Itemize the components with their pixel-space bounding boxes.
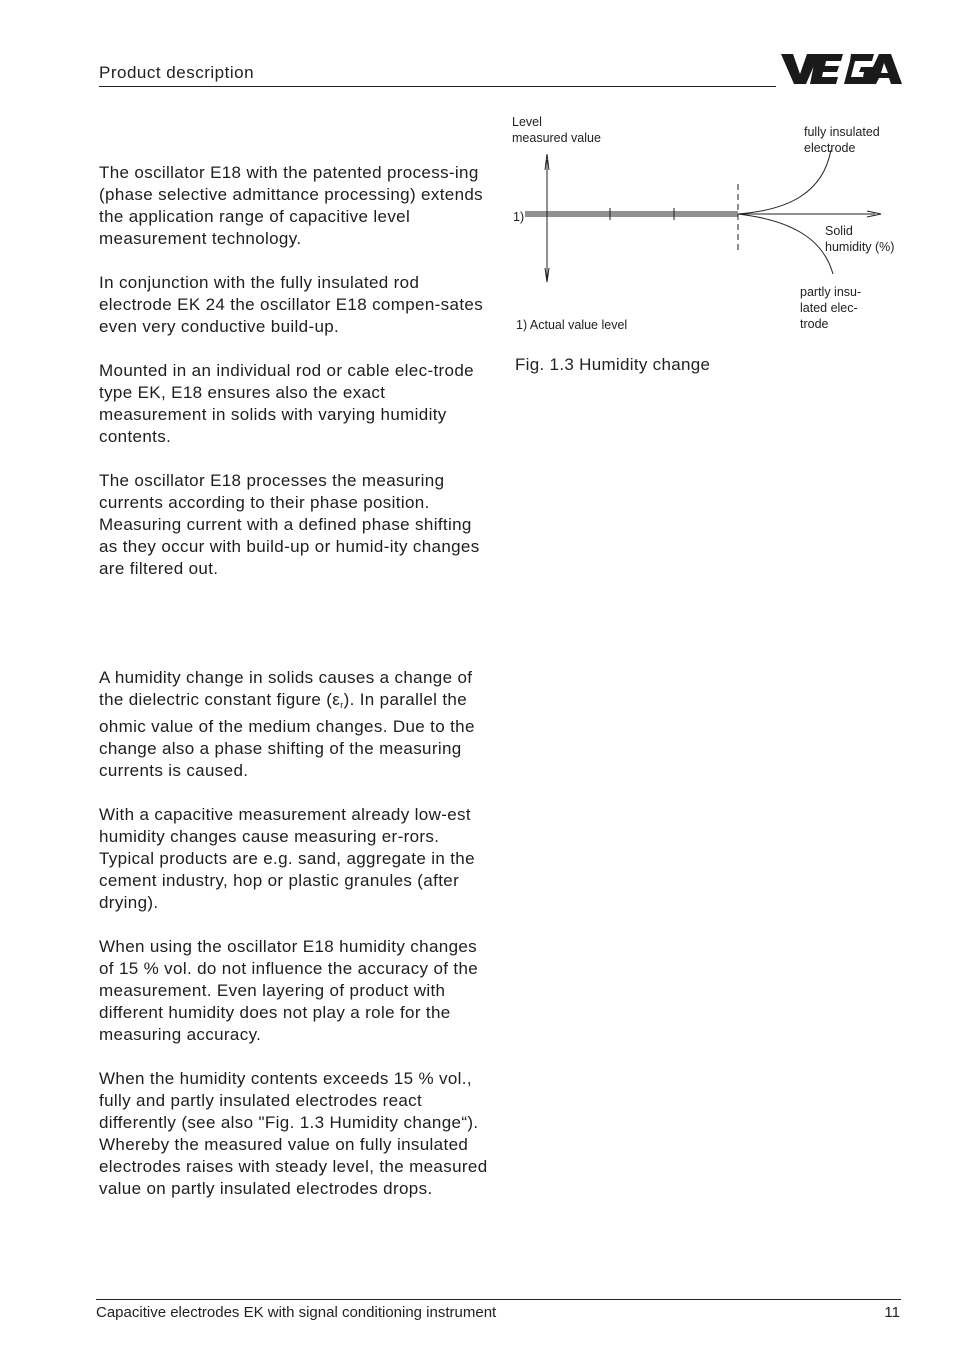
paragraph: When the humidity contents exceeds 15 % vol., fully and partly insulated electrodes react differently (see also "Fig. 1.3 Humidity change“). Whereby the measured value on fully insulated electrodes raises with steady level, the measured value on partly insulated electrodes drops. [99, 1069, 488, 1198]
x-axis-label: Solid humidity (%) [825, 224, 895, 254]
paragraph: In conjunction with the fully insulated rod electrode EK 24 the oscillator E18 compen-sates even very conductive build-up. [99, 273, 484, 336]
upper-curve-label: fully insulated electrode [804, 125, 880, 155]
epsilon-symbol: ε [332, 690, 341, 709]
y-axis-label: Level measured value [512, 115, 601, 145]
actual-level-marker: 1) [513, 210, 525, 224]
humidity-change-diagram [505, 110, 925, 340]
header-divider [99, 86, 776, 87]
footer-title: Capacitive electrodes EK with signal conditioning instrument [96, 1304, 497, 1321]
paragraph: Mounted in an individual rod or cable elec-trode type EK, E18 ensures also the exact measurement in solids with varying humidity contents. [99, 361, 474, 446]
paragraph [99, 667, 491, 782]
vega-logo [781, 52, 902, 86]
paragraph-part: ). In parallel the ohmic value of the medium changes. Due to the change also a phase shifting of the measuring currents is caused. [99, 690, 475, 780]
section-title: Product description [99, 63, 255, 82]
figure-caption: Fig. 1.3 Humidity change [515, 355, 711, 374]
figure-footnote: 1) Actual value level [516, 318, 628, 332]
paragraph: The oscillator E18 with the patented process-ing (phase selective admittance processing) extends the application range of capacitive level measurement technology. [99, 163, 484, 248]
vertical-axis [545, 154, 549, 282]
humidity-text-column [99, 667, 491, 1222]
footer-divider [96, 1299, 901, 1300]
lower-curve-label: partly insu-lated elec-trode [800, 285, 862, 331]
page-number: 11 [884, 1304, 900, 1321]
epsilon-subscript: r [340, 700, 344, 710]
paragraph: When using the oscillator E18 humidity changes of 15 % vol. do not influence the accuracy of the measurement. Even layering of product with different humidity does not play a role for the measuring accuracy. [99, 937, 479, 1044]
paragraph-part: A humidity change in solids causes a change of the dielectric constant figure ( [99, 668, 473, 709]
paragraph: The oscillator E18 processes the measuring currents according to their phase position. Measuring current with a defined phase shifting as they occur with build-up or humid-ity changes are filtered out. [99, 471, 480, 578]
partly-insulated-curve [738, 214, 833, 274]
paragraph: With a capacitive measurement already low-est humidity changes cause measuring er-rors. Typical products are e.g. sand, aggregate in the cement industry, hop or plastic granules (after drying). [99, 805, 475, 912]
fully-insulated-curve [738, 150, 831, 214]
intro-text-column [99, 162, 491, 602]
